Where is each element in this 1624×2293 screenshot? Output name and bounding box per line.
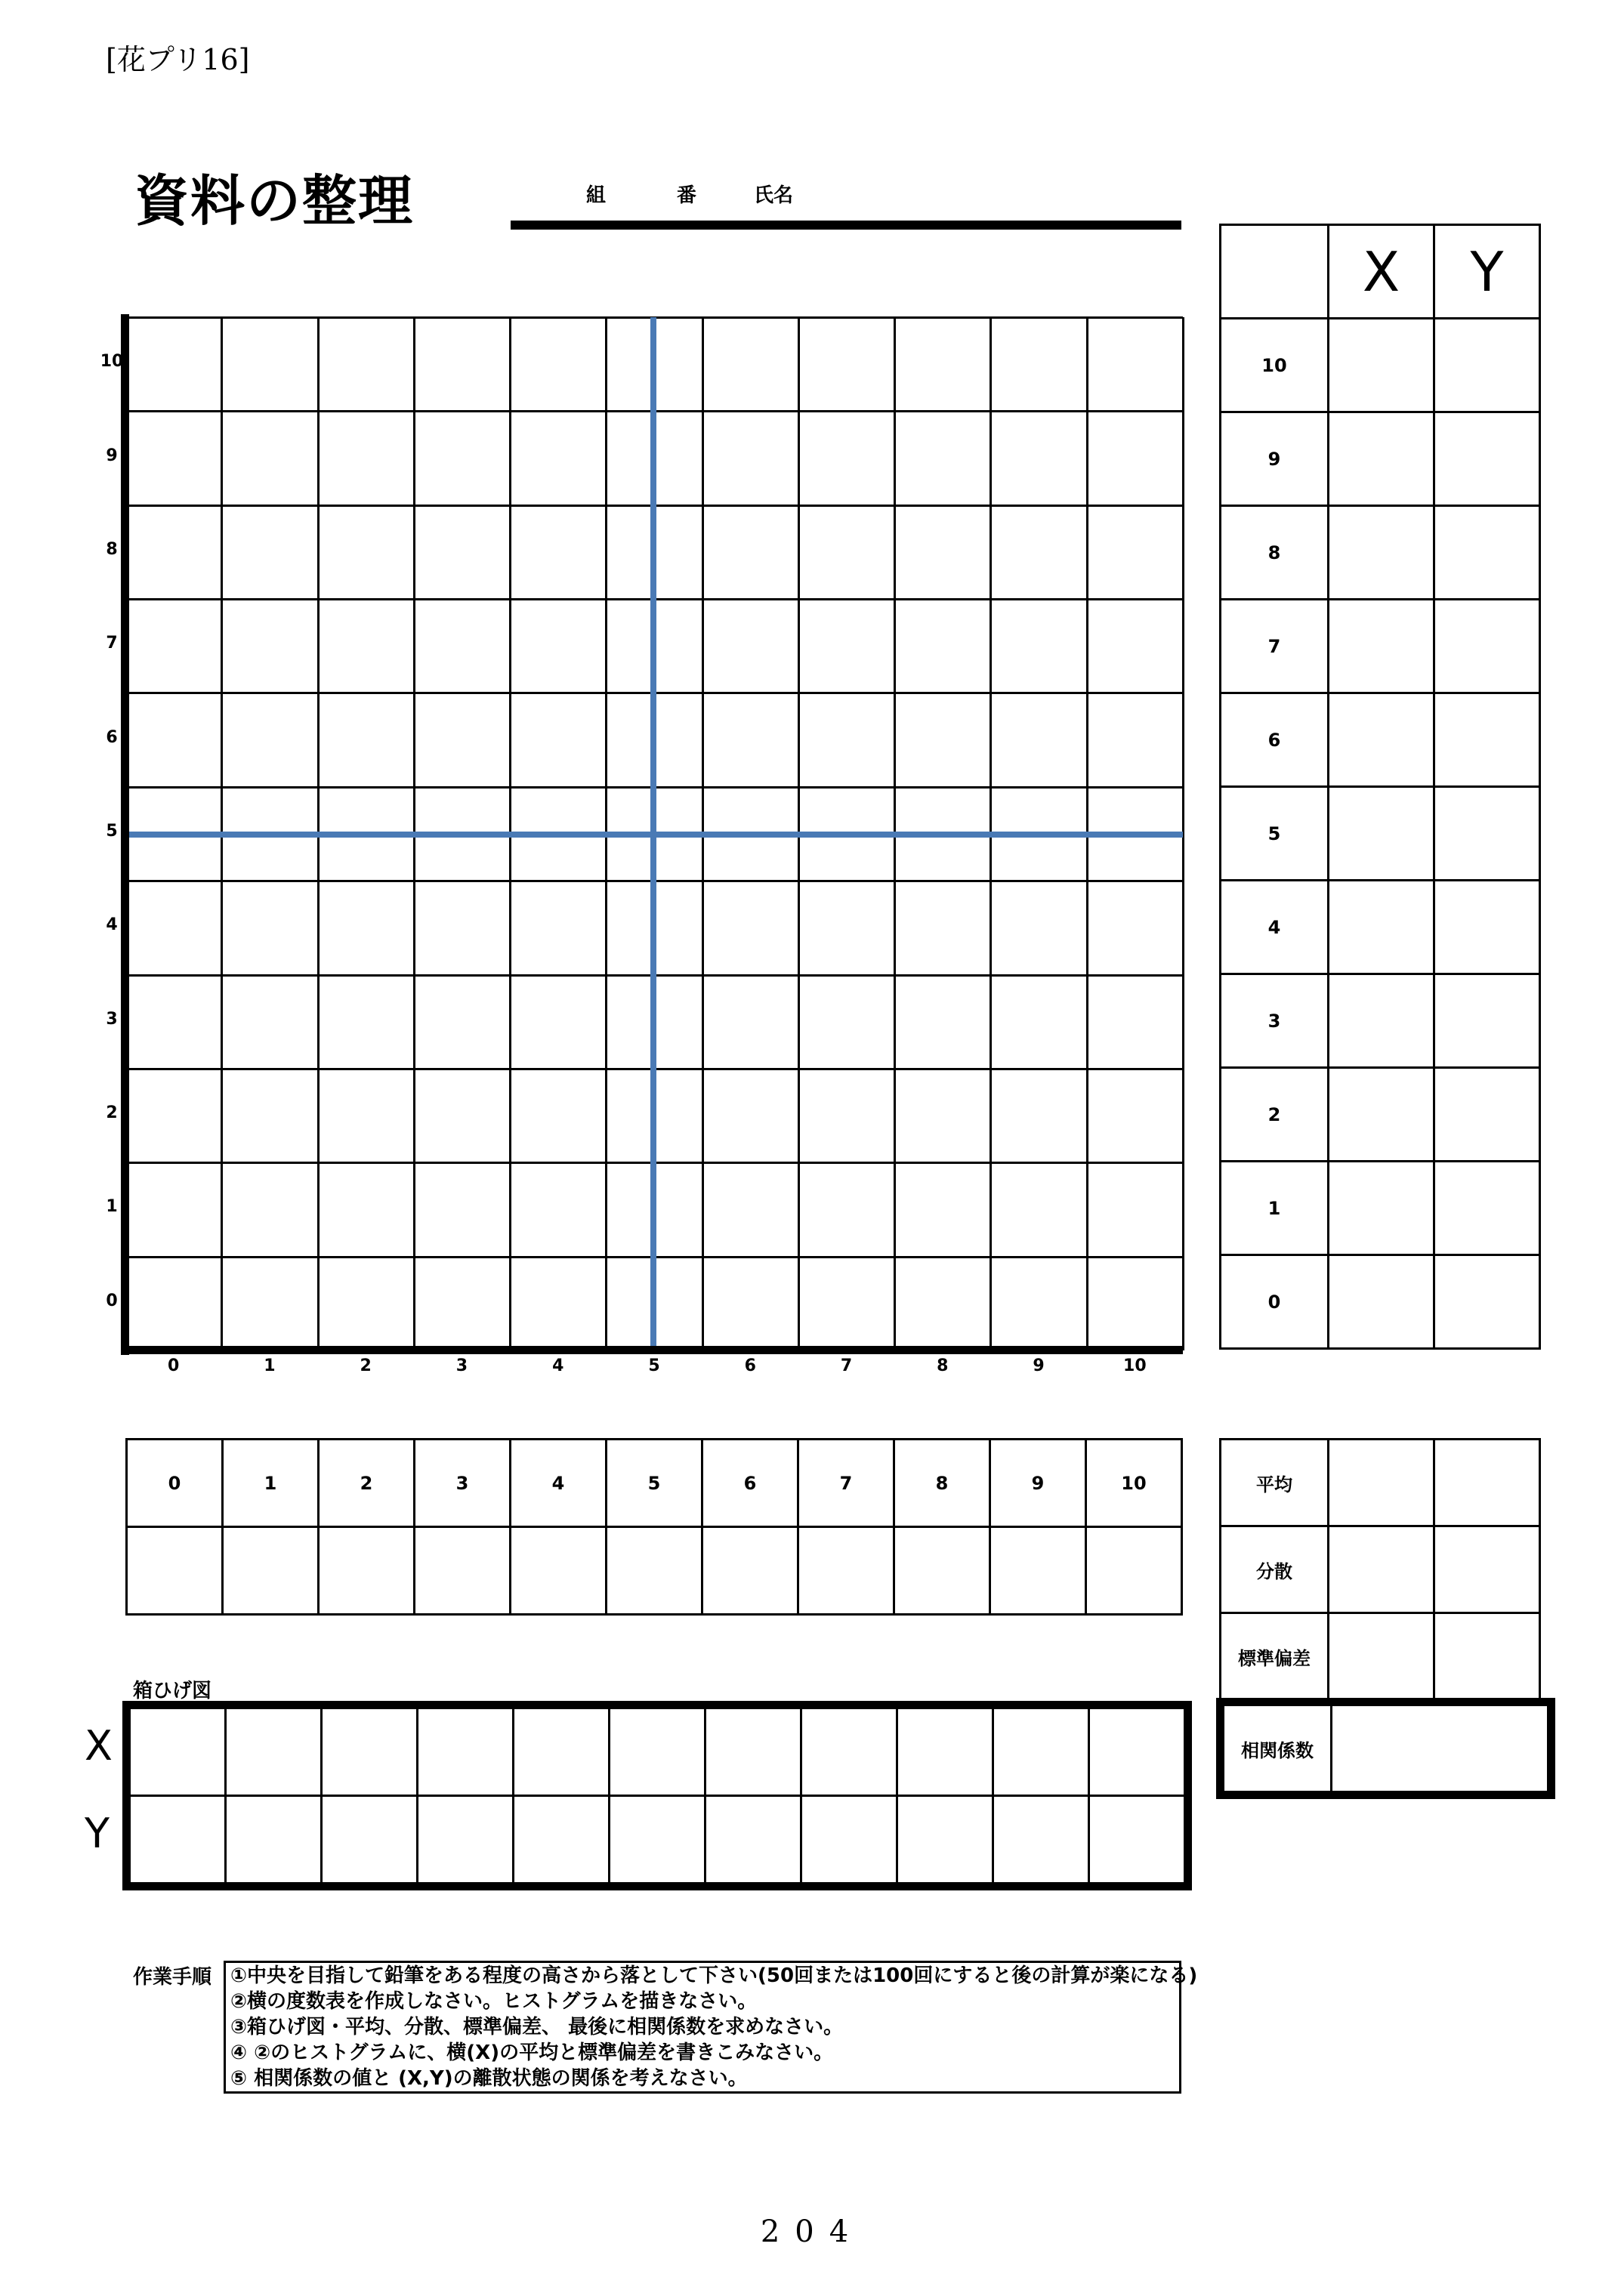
stats-row-label: 分散 [1221, 1526, 1329, 1613]
stats-row-label: 平均 [1221, 1440, 1329, 1526]
procedure-label: 作業手順 [133, 1966, 212, 1989]
box-plot-cell[interactable] [514, 1708, 610, 1796]
box-plot-cell[interactable] [514, 1796, 610, 1884]
procedure-step: ②横の度数表を作成しなさい。ヒストグラムを描きなさい。 [230, 1990, 758, 2013]
x-tick-label: 1 [264, 1356, 276, 1375]
procedure-box [224, 1961, 1198, 2094]
tally-row-label: 5 [1221, 787, 1329, 881]
tally-row [1221, 506, 1540, 600]
box-row-label-x: X [85, 1722, 113, 1770]
class-field-label: 組 [586, 184, 607, 207]
correlation-table [1222, 1704, 1549, 1793]
box-plot-cell[interactable] [993, 1708, 1089, 1796]
stats-y-cell[interactable] [1434, 1440, 1540, 1526]
box-plot-cell[interactable] [610, 1708, 705, 1796]
tally-x-cell[interactable] [1329, 506, 1434, 600]
stats-row [1221, 1613, 1540, 1700]
stats-x-cell[interactable] [1329, 1613, 1434, 1700]
procedure-step: ①中央を目指して鉛筆をある程度の高さから落として下さい(50回または100回にすると後の計算が楽になる) [230, 1964, 1198, 1987]
tally-x-cell[interactable] [1329, 1255, 1434, 1349]
tally-row-label: 4 [1221, 881, 1329, 974]
tally-row [1221, 319, 1540, 412]
procedure-step: ⑤ 相関係数の値と (X,Y)の離散状態の関係を考えなさい。 [230, 2067, 748, 2090]
tally-row-label: 2 [1221, 1068, 1329, 1162]
frequency-value-cell[interactable] [990, 1527, 1086, 1615]
stats-y-cell[interactable] [1434, 1526, 1540, 1613]
tally-corner-cell [1221, 225, 1329, 319]
box-plot-cell[interactable] [322, 1796, 418, 1884]
header-label: [花プリ16] [106, 43, 250, 76]
tally-row [1221, 693, 1540, 787]
box-plot-cell[interactable] [801, 1796, 897, 1884]
y-tick-label: 8 [106, 539, 118, 559]
frequency-value-cell[interactable] [798, 1527, 894, 1615]
stats-x-cell[interactable] [1329, 1440, 1434, 1526]
frequency-header-cell: 4 [511, 1440, 607, 1527]
box-plot-cell[interactable] [1089, 1796, 1185, 1884]
x-axis [121, 1346, 1183, 1354]
tally-y-cell[interactable] [1434, 600, 1540, 693]
box-plot-cell[interactable] [226, 1796, 322, 1884]
box-plot-cell[interactable] [130, 1796, 226, 1884]
tally-y-cell[interactable] [1434, 412, 1540, 506]
box-plot-cell[interactable] [226, 1708, 322, 1796]
y-tick-label: 1 [106, 1197, 118, 1217]
tally-row-label: 3 [1221, 974, 1329, 1068]
x-tick-label: 8 [937, 1356, 949, 1375]
stats-row [1221, 1440, 1540, 1526]
box-plot-cell[interactable] [801, 1708, 897, 1796]
frequency-header-cell: 3 [415, 1440, 511, 1527]
stats-x-cell[interactable] [1329, 1526, 1434, 1613]
stats-row-label: 標準偏差 [1221, 1613, 1329, 1700]
page-title: 資料の整理 [134, 169, 415, 233]
y-tick-label: 2 [106, 1103, 118, 1123]
tally-y-cell[interactable] [1434, 1255, 1540, 1349]
tally-x-cell[interactable] [1329, 1162, 1434, 1255]
tally-x-cell[interactable] [1329, 693, 1434, 787]
box-plot-cell[interactable] [993, 1796, 1089, 1884]
frequency-value-cell[interactable] [1086, 1527, 1182, 1615]
x-tick-label: 6 [744, 1356, 756, 1375]
procedure-step: ③箱ひげ図・平均、分散、標準偏差、 最後に相関係数を求めなさい。 [230, 2016, 844, 2038]
tally-y-cell[interactable] [1434, 506, 1540, 600]
number-field-label: 番 [677, 184, 697, 207]
frequency-value-cell[interactable] [127, 1527, 223, 1615]
box-plot-cell[interactable] [1089, 1708, 1185, 1796]
tally-x-cell[interactable] [1329, 787, 1434, 881]
tally-header-y: Y [1434, 225, 1540, 319]
tally-x-cell[interactable] [1329, 881, 1434, 974]
tally-x-cell[interactable] [1329, 600, 1434, 693]
tally-row-label: 9 [1221, 412, 1329, 506]
tally-row [1221, 1068, 1540, 1162]
x-tick-label: 0 [167, 1356, 180, 1375]
tally-row [1221, 600, 1540, 693]
frequency-value-cell[interactable] [511, 1527, 607, 1615]
x-tick-label: 4 [552, 1356, 564, 1375]
box-plot-cell[interactable] [705, 1796, 801, 1884]
tally-row [1221, 974, 1540, 1068]
tally-x-cell[interactable] [1329, 1068, 1434, 1162]
tally-x-cell[interactable] [1329, 319, 1434, 412]
tally-row-label: 6 [1221, 693, 1329, 787]
tally-row [1221, 1255, 1540, 1349]
tally-y-cell[interactable] [1434, 974, 1540, 1068]
tally-row [1221, 1162, 1540, 1255]
tally-x-cell[interactable] [1329, 974, 1434, 1068]
box-row-label-y: Y [85, 1810, 110, 1857]
frequency-value-cell[interactable] [319, 1527, 415, 1615]
tally-row-label: 7 [1221, 600, 1329, 693]
x-tick-label: 5 [648, 1356, 660, 1375]
y-tick-label: 4 [106, 915, 118, 935]
box-row-y [130, 1796, 1185, 1884]
box-plot-cell[interactable] [705, 1708, 801, 1796]
x-tick-label: 10 [1123, 1356, 1147, 1375]
stats-y-cell[interactable] [1434, 1613, 1540, 1700]
tally-row-label: 0 [1221, 1255, 1329, 1349]
frequency-header-cell: 5 [607, 1440, 702, 1527]
y-tick-label: 9 [106, 446, 118, 465]
y-tick-label: 6 [106, 727, 118, 747]
box-plot-cell[interactable] [322, 1708, 418, 1796]
x-tick-label: 9 [1033, 1356, 1045, 1375]
frequency-table [125, 1438, 1183, 1616]
frequency-header-cell: 8 [894, 1440, 990, 1527]
box-plot-grid [128, 1707, 1186, 1884]
y-tick-label: 7 [106, 634, 118, 653]
tally-row-label: 1 [1221, 1162, 1329, 1255]
name-field-label: 氏名 [754, 184, 794, 207]
y-tick-label: 0 [106, 1291, 118, 1310]
name-underline [511, 221, 1181, 230]
center-horizontal-line [125, 832, 1183, 838]
frequency-header-cell: 7 [798, 1440, 894, 1527]
tally-y-cell[interactable] [1434, 1162, 1540, 1255]
x-tick-label: 2 [360, 1356, 372, 1375]
tally-y-cell[interactable] [1434, 881, 1540, 974]
y-tick-label: 10 [100, 352, 124, 372]
correlation-value-cell[interactable] [1332, 1705, 1548, 1792]
frequency-header-cell: 6 [702, 1440, 798, 1527]
y-tick-label: 5 [106, 822, 118, 841]
box-plot-cell[interactable] [897, 1708, 993, 1796]
frequency-value-cell[interactable] [894, 1527, 990, 1615]
box-row-x [130, 1708, 1185, 1796]
stats-table [1219, 1438, 1541, 1701]
tally-x-cell[interactable] [1329, 412, 1434, 506]
frequency-header-cell: 10 [1086, 1440, 1182, 1527]
tally-row [1221, 412, 1540, 506]
tally-header-x: X [1329, 225, 1434, 319]
procedure-step: ④ ②のヒストグラムに、横(X)の平均と標準偏差を書きこみなさい。 [230, 2041, 834, 2064]
tally-row [1221, 881, 1540, 974]
frequency-value-cell[interactable] [415, 1527, 511, 1615]
box-plot-cell[interactable] [130, 1708, 226, 1796]
frequency-value-cell[interactable] [607, 1527, 702, 1615]
frequency-header-cell: 1 [223, 1440, 319, 1527]
tally-y-cell[interactable] [1434, 787, 1540, 881]
tally-y-cell[interactable] [1434, 693, 1540, 787]
frequency-header-cell: 9 [990, 1440, 1086, 1527]
frequency-value-cell[interactable] [223, 1527, 319, 1615]
tally-y-cell[interactable] [1434, 319, 1540, 412]
frequency-value-cell[interactable] [702, 1527, 798, 1615]
correlation-label: 相関係数 [1224, 1705, 1332, 1792]
xy-tally-table [1219, 224, 1541, 1350]
x-tick-label: 7 [840, 1356, 853, 1375]
x-tick-label: 3 [455, 1356, 468, 1375]
tally-row-label: 10 [1221, 319, 1329, 412]
frequency-header-cell: 2 [319, 1440, 415, 1527]
box-plot-cell[interactable] [418, 1796, 514, 1884]
box-plot-cell[interactable] [897, 1796, 993, 1884]
box-plot-label: 箱ひげ図 [133, 1680, 212, 1702]
frequency-header-cell: 0 [127, 1440, 223, 1527]
tally-row [1221, 787, 1540, 881]
box-plot-cell[interactable] [610, 1796, 705, 1884]
y-tick-label: 3 [106, 1009, 118, 1029]
page-number: 204 [760, 2214, 864, 2249]
tally-row-label: 8 [1221, 506, 1329, 600]
tally-y-cell[interactable] [1434, 1068, 1540, 1162]
stats-row [1221, 1526, 1540, 1613]
box-plot-cell[interactable] [418, 1708, 514, 1796]
